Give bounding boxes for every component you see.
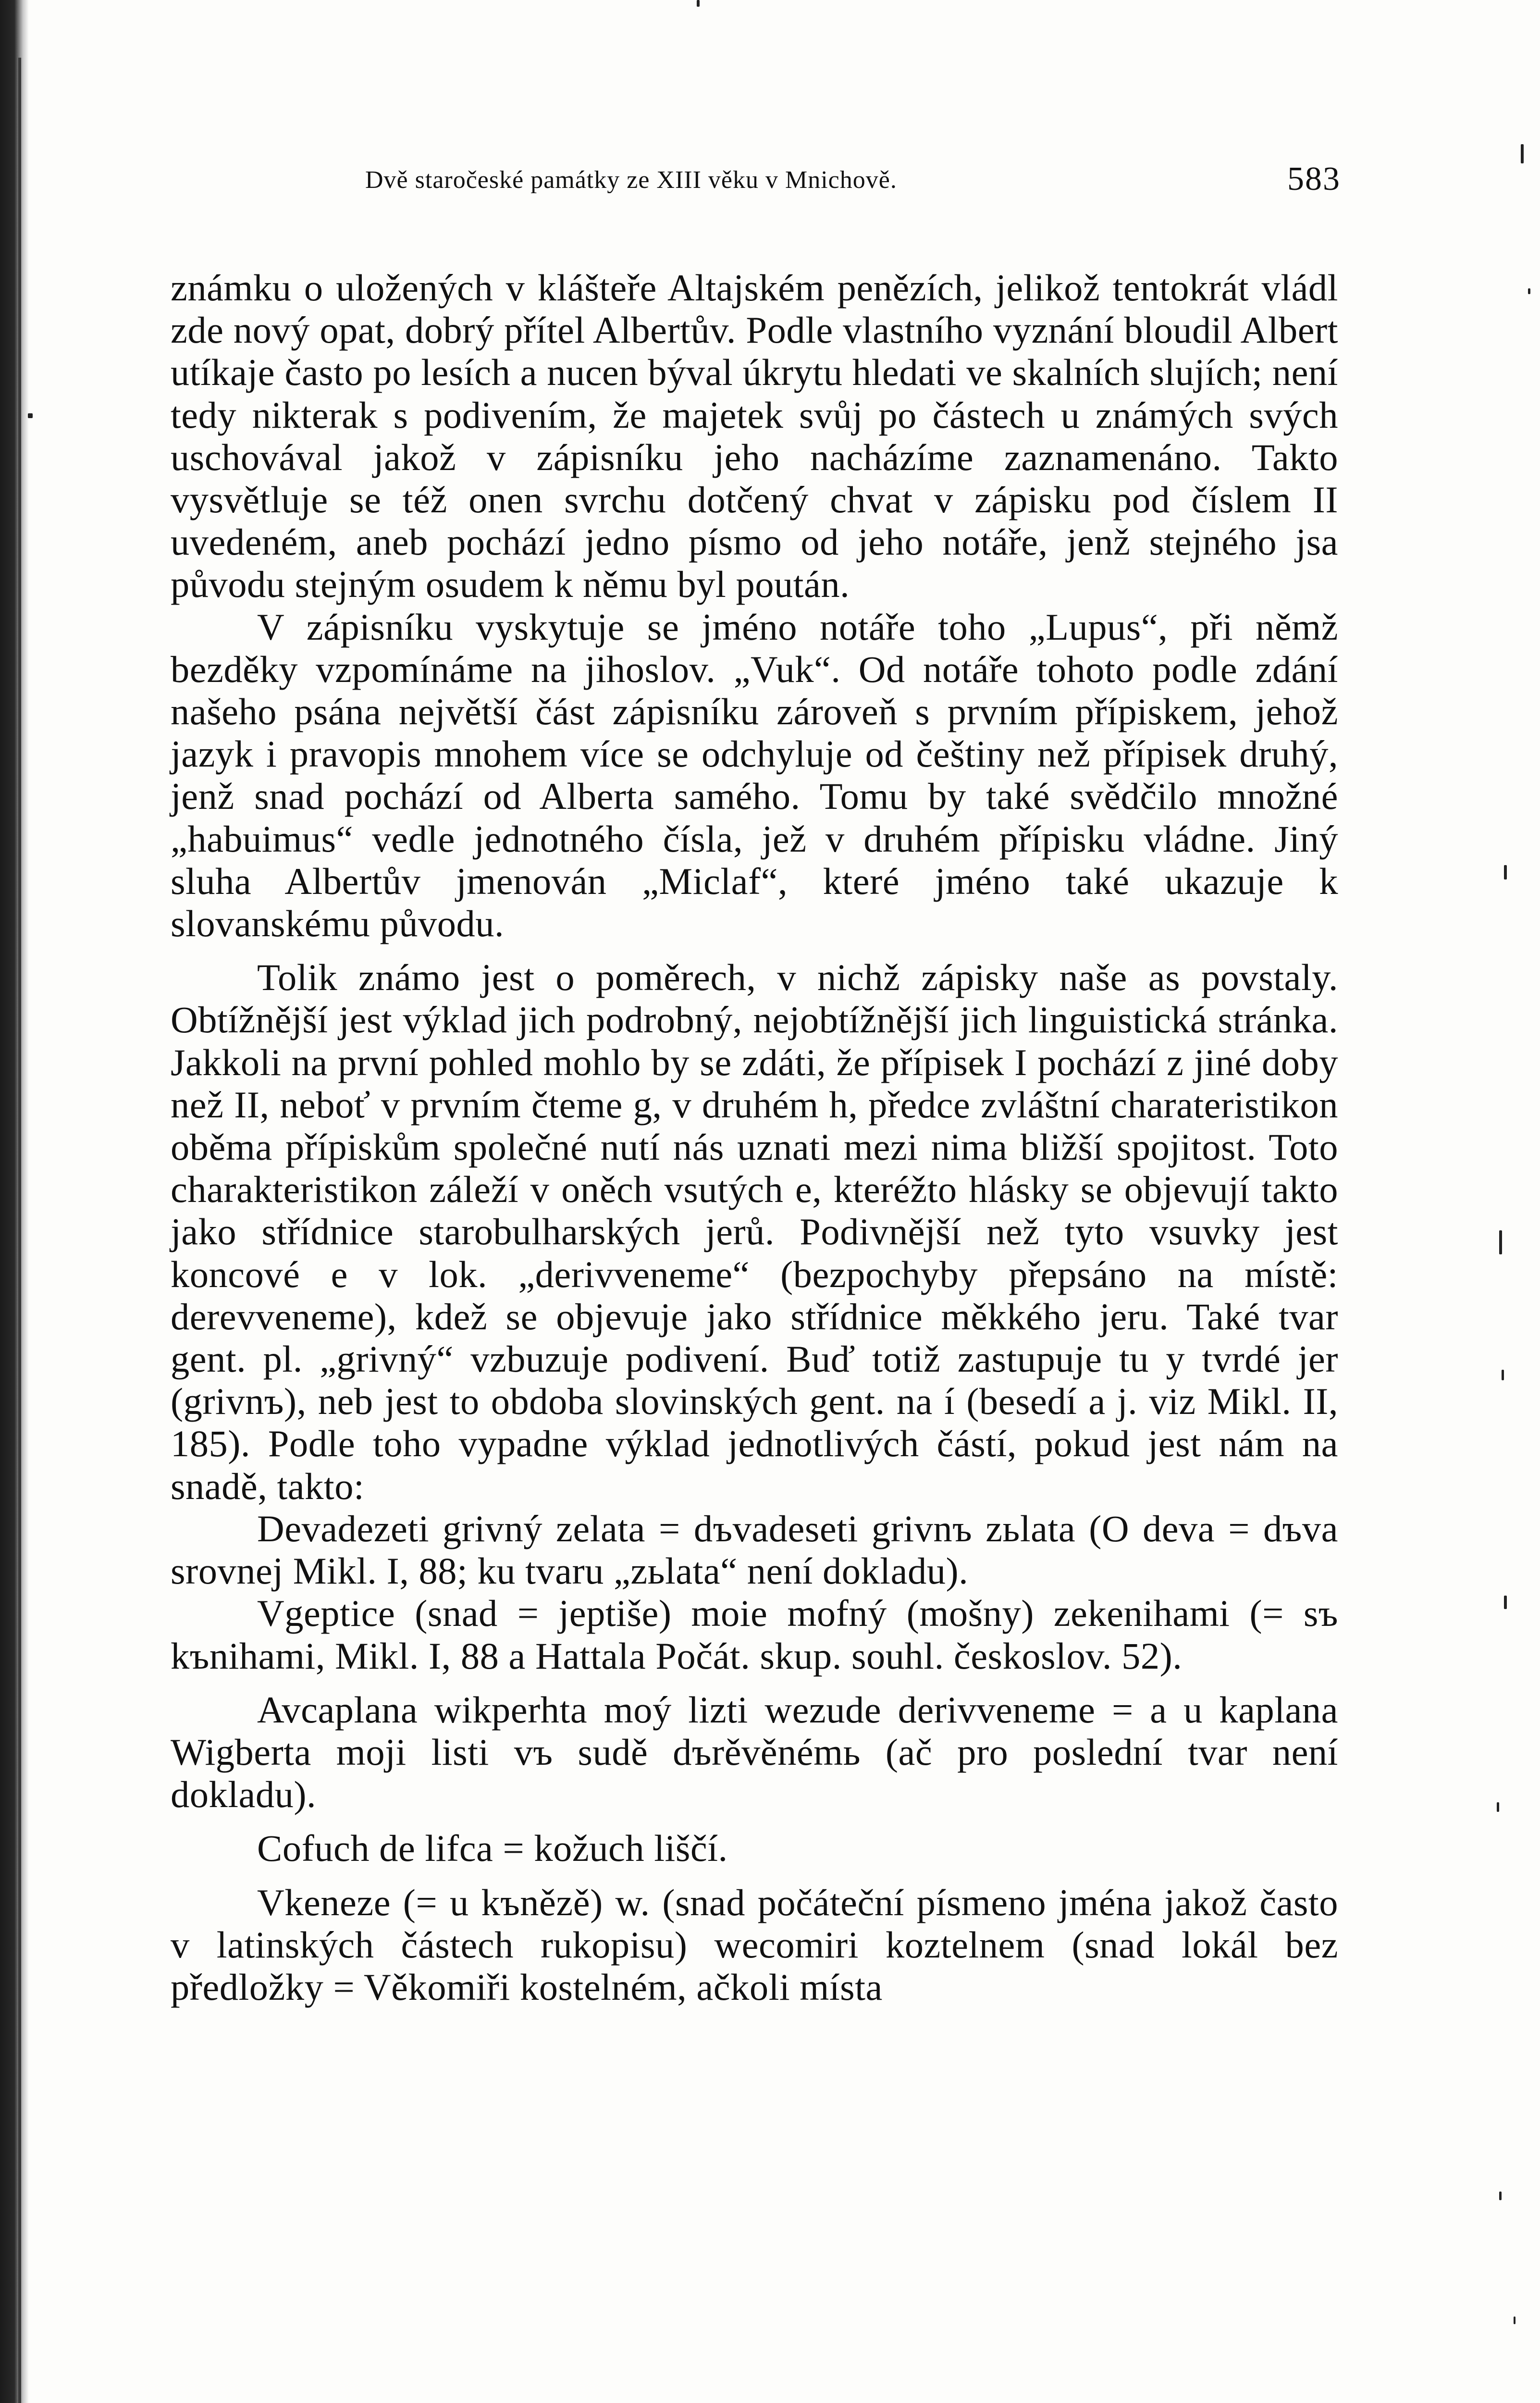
page-number: 583 bbox=[1287, 161, 1341, 198]
paragraph: Cofuch de lifca = kožuch liščí. bbox=[257, 1827, 728, 1870]
margin-speck bbox=[28, 413, 33, 418]
paragraph: V zápisníku vyskytuje se jméno notáře toho „Lupus“, při němž bezděky vzpomínáme na jihoslov. „Vuk“. Od notáře tohoto podle zdání našeho psána největší část zápisníku zároveň s prvním přípiskem, jehož jazyk i pravopis mnohem více se odchyluje od češtiny než přípisek druhý, jenž snad pochází od Alberta samého. Tomu by také svědčilo množné „habuimus“ vedle jednotného čísla, jež v druhém přípisku vládne. Jiný sluha Albertův jmenován „Miclaf“, které jméno také ukazuje k slovanskému původu. bbox=[171, 606, 1338, 945]
margin-speck bbox=[1514, 2316, 1515, 2324]
paragraph: Tolik známo jest o poměrech, v nichž zápisky naše as povstaly. Obtížnější jest výklad jich podrobný, nejobtížnější jich linguistická stránka. Jakkoli na první pohled mohlo by se zdáti, že přípisek I pochází z jiné doby než II, neboť v prvním čteme g, v druhém h, předce zvláštní charateristikon oběma přípiskům společné nutí nás uznati mezi nima bližší spojitost. Toto charakteristikon záleží v oněch vsutých e, kteréžto hlásky se objevují takto jako střídnice starobulharských jerů. Podivnější než tyto vsuvky jest koncové e v lok. „derivveneme“ (bezpochyby přepsáno na místě: derevveneme), kdež se objevuje jako střídnice měkkého jeru. Také tvar gent. pl. „grivný“ vzbuzuje podivení. Buď totiž zastupuje tu y tvrdé jer (grivnъ), neb jest to obdoba slovinských gent. na í (besedí a j. viz Mikl. II, 185). Podle toho vypadne výklad jednotlivých částí, pokud jest nám na snadě, takto: bbox=[171, 956, 1338, 1507]
margin-speck bbox=[1502, 1370, 1504, 1380]
binding-edge bbox=[0, 0, 29, 2403]
running-title: Dvě staročeské památky ze XIII věku v Mnichově. bbox=[365, 166, 897, 194]
paragraph: Vgeptice (snad = jeptiše) moie mofný (mošny) zekenihami (= sъ kъnihami, Mikl. I, 88 a Hattala Počát. skup. souhl. českoslov. 52). bbox=[171, 1592, 1338, 1677]
paragraph: Vkeneze (= u kъnězě) w. (snad počáteční písmeno jména jakož často v latinských částech rukopisu) wecomiri koztelnem (snad lokál bez předložky = Věkomiři kostelném, ačkoli místa bbox=[171, 1881, 1338, 2008]
margin-speck bbox=[1504, 1596, 1507, 1609]
margin-speck bbox=[1499, 2192, 1502, 2200]
paragraph-gap bbox=[171, 1816, 1338, 1827]
paragraph: známku o uložených v klášteře Altajském penězích, jelikož tentokrát vládl zde nový opat, dobrý přítel Albertův. Podle vlastního vyznání bloudil Albert utíkaje často po lesích a nucen býval úkrytu hledati ve skalních slujích; není tedy nikterak s podivením, že majetek svůj po částech u známých svých uschovával jakož v zápisníku jeho nacházíme zaznamenáno. Takto vysvětluje se též onen svrchu dotčený chvat v zápisku pod číslem II uvedeném, aneb pochází jedno písmo od jeho notáře, jenž stejného jsa původu stejným osudem k němu byl poután. bbox=[171, 267, 1338, 606]
paragraph: Devadezeti grivný zelata = dъvadeseti grivnъ zьlata (O deva = dъva srovnej Mikl. I, 88; ku tvaru „zьlata“ není dokladu). bbox=[171, 1507, 1338, 1592]
binding-edge-line bbox=[18, 58, 21, 2403]
margin-speck bbox=[1521, 144, 1524, 163]
running-head bbox=[365, 161, 1341, 204]
margin-speck bbox=[1528, 288, 1530, 294]
margin-speck bbox=[1499, 1230, 1502, 1254]
margin-speck bbox=[1504, 865, 1507, 879]
paragraph-gap bbox=[171, 1870, 1338, 1882]
body-text bbox=[171, 267, 1338, 2008]
paragraph: Avcaplana wikperhta moý lizti wezude derivveneme = a u kaplana Wigberta moji listi vъ sudě dъrěvěnémь (ač pro poslední tvar není dokladu). bbox=[171, 1688, 1338, 1816]
paragraph-gap bbox=[171, 1677, 1338, 1689]
margin-speck bbox=[697, 0, 700, 7]
margin-speck bbox=[1497, 1802, 1499, 1812]
paragraph-gap bbox=[171, 945, 1338, 956]
